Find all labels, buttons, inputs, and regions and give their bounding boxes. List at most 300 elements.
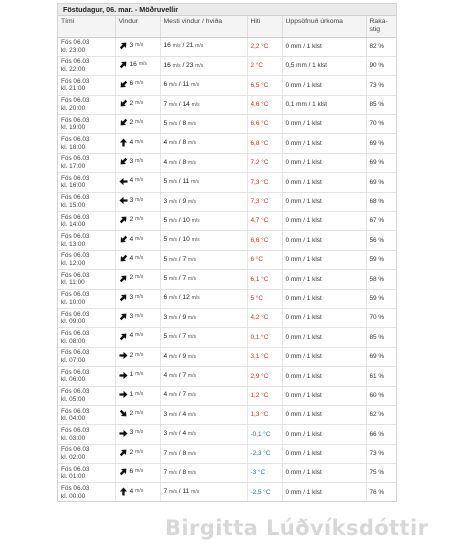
gust-cell: 3 m/s / 4 m/s	[160, 425, 247, 444]
max-gust-unit: m/s	[191, 489, 200, 496]
wind-cell	[115, 270, 160, 289]
row-time: kl. 01:00	[61, 473, 86, 481]
max-gust: 4	[182, 410, 187, 418]
row-date: Fös 06.03	[61, 194, 90, 202]
precip-cell: 0 mm / 1 klst	[282, 425, 366, 444]
table-row	[58, 153, 397, 172]
gust-cell: 16 m/s / 23 m/s	[160, 56, 247, 75]
temp-cell	[247, 192, 282, 211]
mean-wind: 7	[163, 100, 168, 108]
table-row	[58, 386, 397, 405]
max-gust: 7	[182, 255, 187, 263]
temperature: -0,1	[250, 430, 262, 438]
wind-unit: m/s	[135, 313, 144, 320]
max-gust-unit: m/s	[187, 450, 196, 457]
mean-wind: 7	[163, 468, 168, 476]
wind-cell	[115, 95, 160, 114]
mean-wind-unit: m/s	[168, 217, 178, 224]
wind-direction-arrow-icon	[119, 448, 128, 457]
time-cell	[58, 444, 115, 463]
time-cell	[58, 464, 115, 483]
max-gust: 4	[182, 430, 187, 438]
row-time: kl. 23:00	[61, 46, 86, 54]
humidity-cell: 85 %	[366, 328, 397, 347]
temperature: -2,3	[250, 450, 262, 458]
humidity-cell: 66 %	[366, 425, 397, 444]
temperature-unit: °C	[261, 411, 269, 419]
wind-speed: 6	[129, 468, 134, 476]
temperature: 3,1	[250, 353, 260, 361]
mean-wind: 4	[163, 352, 168, 360]
table-row	[58, 231, 397, 250]
wind-direction-arrow-icon	[119, 138, 128, 147]
temperature: -3	[250, 469, 257, 477]
temp-cell	[247, 134, 282, 153]
mean-wind-unit: m/s	[168, 450, 178, 457]
wind-speed: 16	[129, 60, 137, 68]
time-cell	[58, 367, 115, 386]
row-time: kl. 00:00	[61, 492, 86, 500]
table-row	[58, 76, 397, 95]
time-cell	[58, 308, 115, 327]
mean-wind-unit: m/s	[168, 489, 178, 496]
precip-cell: 0 mm / 1 klst	[282, 192, 366, 211]
row-date: Fös 06.03	[61, 310, 90, 318]
wind-speed: 2	[129, 99, 134, 107]
row-time: kl. 03:00	[61, 434, 86, 442]
precip-cell: 0 mm / 1 klst	[282, 37, 366, 56]
mean-wind: 6	[163, 81, 168, 89]
mean-wind-unit: m/s	[172, 43, 181, 50]
temperature: 1,3	[250, 411, 260, 419]
humidity-cell: 62 %	[366, 405, 397, 424]
weather-table-panel	[57, 3, 397, 502]
row-date: Fös 06.03	[61, 446, 90, 454]
temperature: 6,6	[250, 236, 260, 244]
time-cell	[58, 289, 115, 308]
max-gust-unit: m/s	[187, 198, 196, 205]
temperature: 6	[250, 256, 255, 264]
mean-wind-unit: m/s	[168, 334, 178, 341]
time-cell	[58, 56, 115, 75]
row-time: kl. 11:00	[61, 279, 85, 287]
temperature-unit: °C	[261, 236, 269, 244]
max-gust-unit: m/s	[187, 469, 196, 476]
row-date: Fös 06.03	[61, 136, 90, 144]
wind-unit: m/s	[135, 410, 144, 417]
max-gust-unit: m/s	[187, 411, 196, 418]
wind-speed: 1	[129, 390, 134, 398]
max-gust: 8	[182, 449, 187, 457]
temp-cell	[247, 483, 282, 502]
temperature: 0,1	[250, 333, 260, 341]
mean-wind-unit: m/s	[168, 295, 178, 302]
mean-wind: 7	[163, 449, 168, 457]
table-row	[58, 270, 397, 289]
row-time: kl. 20:00	[61, 104, 86, 112]
temperature-unit: °C	[261, 275, 269, 283]
gust-cell: 3 m/s / 4 m/s	[160, 405, 247, 424]
wind-cell	[115, 250, 160, 269]
wind-direction-arrow-icon	[119, 254, 128, 263]
temp-cell	[247, 405, 282, 424]
wind-direction-arrow-icon	[119, 487, 128, 496]
humidity-cell: 69 %	[366, 173, 397, 192]
wind-cell	[115, 444, 160, 463]
mean-wind-unit: m/s	[168, 101, 178, 108]
time-cell	[58, 347, 115, 366]
wind-cell	[115, 56, 160, 75]
humidity-cell: 82 %	[366, 37, 397, 56]
temperature-unit: °C	[261, 333, 269, 341]
wind-unit: m/s	[135, 177, 144, 184]
max-gust: 7	[182, 333, 187, 341]
wind-unit: m/s	[138, 60, 147, 67]
row-date: Fös 06.03	[61, 291, 90, 299]
table-header-row	[58, 16, 397, 37]
wind-unit: m/s	[135, 351, 144, 358]
header-gust[interactable]: Mesti vindur / hviða	[160, 16, 247, 37]
max-gust-unit: m/s	[191, 179, 200, 186]
mean-wind-unit: m/s	[168, 159, 178, 166]
row-time: kl. 18:00	[61, 143, 86, 151]
max-gust-unit: m/s	[191, 217, 200, 224]
time-cell	[58, 328, 115, 347]
mean-wind: 4	[163, 158, 168, 166]
header-wind[interactable]: Vindur	[115, 16, 160, 37]
mean-wind: 5	[163, 275, 168, 283]
mean-wind: 5	[163, 216, 168, 224]
header-humidity-line1: Raka-	[369, 18, 388, 25]
wind-cell	[115, 192, 160, 211]
wind-direction-arrow-icon	[119, 215, 128, 224]
temperature-unit: °C	[263, 430, 271, 438]
wind-cell	[115, 483, 160, 502]
time-cell	[58, 76, 115, 95]
max-gust-unit: m/s	[187, 392, 196, 399]
table-row	[58, 37, 397, 56]
wind-cell	[115, 153, 160, 172]
row-time: kl. 04:00	[61, 415, 86, 423]
wind-direction-arrow-icon	[119, 118, 128, 127]
wind-speed: 2	[129, 216, 134, 224]
wind-speed: 3	[129, 41, 134, 49]
temperature: 6,5	[250, 81, 260, 89]
header-humidity[interactable]	[366, 16, 397, 37]
row-date: Fös 06.03	[61, 39, 90, 47]
max-gust: 23	[186, 61, 194, 69]
header-temp[interactable]: Hiti	[247, 16, 282, 37]
time-cell	[58, 270, 115, 289]
row-time: kl. 09:00	[61, 318, 86, 326]
wind-cell	[115, 464, 160, 483]
max-gust: 14	[182, 100, 190, 108]
precip-cell: 0 mm / 1 klst	[282, 76, 366, 95]
wind-speed: 2	[129, 448, 134, 456]
temp-cell	[247, 173, 282, 192]
mean-wind: 5	[163, 178, 168, 186]
mean-wind-unit: m/s	[168, 431, 178, 438]
mean-wind-unit: m/s	[168, 237, 178, 244]
max-gust: 11	[182, 81, 190, 89]
temperature-unit: °C	[261, 101, 269, 109]
max-gust-unit: m/s	[195, 43, 204, 50]
humidity-cell: 58 %	[366, 270, 397, 289]
temperature: 6,1	[250, 275, 260, 283]
wind-unit: m/s	[135, 332, 144, 339]
temperature-unit: °C	[261, 81, 269, 89]
gust-cell: 5 m/s / 8 m/s	[160, 115, 247, 134]
table-row	[58, 56, 397, 75]
header-precip[interactable]: Uppsöfnuð úrkoma	[282, 16, 366, 37]
wind-speed: 4	[129, 487, 134, 495]
max-gust-unit: m/s	[187, 334, 196, 341]
gust-cell: 16 m/s / 21 m/s	[160, 37, 247, 56]
precip-cell: 0 mm / 1 klst	[282, 115, 366, 134]
temp-cell	[247, 444, 282, 463]
precip-cell: 0 mm / 1 klst	[282, 367, 366, 386]
wind-direction-arrow-icon	[119, 235, 128, 244]
wind-speed: 2	[129, 351, 134, 359]
wind-unit: m/s	[135, 216, 144, 223]
gust-cell: 5 m/s / 10 m/s	[160, 231, 247, 250]
max-gust-unit: m/s	[187, 140, 196, 147]
wind-direction-arrow-icon	[119, 177, 128, 186]
wind-cell	[115, 115, 160, 134]
wind-direction-arrow-icon	[119, 409, 128, 418]
max-gust: 12	[182, 294, 190, 302]
row-time: kl. 21:00	[61, 85, 86, 93]
wind-direction-arrow-icon	[119, 99, 128, 108]
mean-wind: 5	[163, 333, 168, 341]
temperature-unit: °C	[255, 62, 264, 70]
wind-unit: m/s	[135, 468, 144, 475]
wind-speed: 6	[129, 80, 134, 88]
mean-wind: 16	[163, 61, 171, 69]
wind-direction-arrow-icon	[119, 312, 128, 321]
row-date: Fös 06.03	[61, 233, 90, 240]
header-time[interactable]: Tími	[58, 16, 115, 37]
row-date: Fös 06.03	[61, 388, 90, 396]
wind-speed: 3	[129, 157, 134, 165]
gust-cell: 5 m/s / 7 m/s	[160, 250, 247, 269]
humidity-cell: 68 %	[366, 192, 397, 211]
wind-unit: m/s	[135, 371, 144, 378]
row-time: kl. 06:00	[61, 376, 86, 384]
max-gust: 7	[182, 372, 187, 380]
gust-cell: 3 m/s / 9 m/s	[160, 192, 247, 211]
temp-cell	[247, 56, 282, 75]
max-gust: 11	[182, 178, 190, 186]
table-row	[58, 134, 397, 153]
max-gust: 10	[182, 236, 190, 244]
wind-direction-arrow-icon	[119, 157, 128, 166]
humidity-cell: 85 %	[366, 95, 397, 114]
row-date: Fös 06.03	[61, 349, 90, 357]
mean-wind: 7	[163, 488, 168, 496]
max-gust-unit: m/s	[187, 373, 196, 380]
row-time: kl. 17:00	[61, 163, 86, 171]
time-cell	[58, 115, 115, 134]
max-gust: 10	[182, 216, 190, 224]
max-gust: 11	[182, 488, 190, 496]
row-date: Fös 06.03	[61, 368, 90, 376]
humidity-cell: 76 %	[366, 483, 397, 502]
mean-wind-unit: m/s	[168, 373, 178, 380]
temperature-unit: °C	[261, 391, 269, 399]
temperature: 2,9	[250, 372, 260, 380]
mean-wind: 3	[163, 410, 168, 418]
gust-cell: 6 m/s / 11 m/s	[160, 76, 247, 95]
photographer-watermark: Birgitta Lúðvíksdóttir	[165, 516, 429, 540]
wind-cell	[115, 37, 160, 56]
max-gust-unit: m/s	[191, 82, 200, 89]
temp-cell	[247, 95, 282, 114]
max-gust-unit: m/s	[187, 314, 196, 321]
temperature: 6,6	[250, 120, 260, 128]
temp-cell	[247, 367, 282, 386]
wind-speed: 3	[129, 313, 134, 321]
gust-cell: 7 m/s / 8 m/s	[160, 444, 247, 463]
max-gust: 8	[182, 139, 187, 147]
mean-wind-unit: m/s	[168, 314, 178, 321]
wind-cell	[115, 328, 160, 347]
temperature-unit: °C	[261, 159, 269, 167]
humidity-cell: 59 %	[366, 250, 397, 269]
row-date: Fös 06.03	[61, 97, 90, 105]
max-gust-unit: m/s	[187, 431, 196, 438]
temperature: 6,8	[250, 139, 260, 147]
table-row	[58, 115, 397, 134]
humidity-cell: 69 %	[366, 134, 397, 153]
max-gust: 9	[182, 313, 187, 321]
row-date: Fös 06.03	[61, 116, 90, 124]
temp-cell	[247, 386, 282, 405]
wind-cell	[115, 231, 160, 250]
mean-wind: 3	[163, 313, 168, 321]
wind-cell	[115, 76, 160, 95]
wind-direction-arrow-icon	[119, 196, 128, 205]
mean-wind: 5	[163, 236, 168, 244]
mean-wind-unit: m/s	[168, 411, 178, 418]
max-gust-unit: m/s	[187, 276, 196, 283]
temperature-unit: °C	[255, 256, 264, 264]
temperature-unit: °C	[263, 488, 271, 496]
mean-wind-unit: m/s	[168, 120, 178, 127]
precip-cell: 0 mm / 1 klst	[282, 347, 366, 366]
mean-wind: 16	[163, 42, 171, 50]
wind-speed: 4	[129, 332, 134, 340]
temperature-unit: °C	[263, 450, 271, 458]
precip-cell: 0 mm / 1 klst	[282, 250, 366, 269]
temperature-unit: °C	[261, 120, 269, 128]
temperature-unit: °C	[257, 469, 266, 477]
wind-unit: m/s	[135, 254, 144, 261]
table-title: Föstudagur, 06. mar. - Möðruvellir	[58, 4, 396, 16]
wind-unit: m/s	[135, 119, 144, 126]
temp-cell	[247, 425, 282, 444]
precip-cell: 0 mm / 1 klst	[282, 464, 366, 483]
table-row	[58, 347, 397, 366]
temperature-unit: °C	[261, 353, 269, 361]
temperature: 2,2	[250, 42, 260, 50]
temperature: 4,7	[250, 217, 260, 225]
max-gust: 7	[182, 275, 187, 283]
precip-cell: 0 mm / 1 klst	[282, 212, 366, 231]
wind-speed: 3	[129, 429, 134, 437]
row-date: Fös 06.03	[61, 271, 90, 279]
temperature: 4,2	[250, 314, 260, 322]
mean-wind: 4	[163, 139, 168, 147]
wind-speed: 4	[129, 177, 134, 185]
precip-cell: 0 mm / 1 klst	[282, 173, 366, 192]
wind-cell	[115, 212, 160, 231]
humidity-cell: 56 %	[366, 231, 397, 250]
temperature: 7,2	[250, 159, 260, 167]
gust-cell: 7 m/s / 11 m/s	[160, 483, 247, 502]
temperature-unit: °C	[261, 198, 269, 206]
header-humidity-line2: stig	[369, 26, 381, 33]
wind-direction-arrow-icon	[119, 60, 128, 69]
max-gust: 9	[182, 352, 187, 360]
row-date: Fös 06.03	[61, 465, 90, 473]
wind-direction-arrow-icon	[119, 351, 128, 360]
table-row	[58, 95, 397, 114]
wind-cell	[115, 308, 160, 327]
temperature: 1,2	[250, 391, 260, 399]
humidity-cell: 75 %	[366, 464, 397, 483]
max-gust-unit: m/s	[187, 353, 196, 360]
time-cell	[58, 483, 115, 502]
table-row	[58, 212, 397, 231]
temperature-unit: °C	[261, 314, 269, 322]
max-gust: 8	[182, 468, 187, 476]
temp-cell	[247, 76, 282, 95]
max-gust-unit: m/s	[187, 256, 196, 263]
time-cell	[58, 153, 115, 172]
row-time: kl. 02:00	[61, 453, 86, 461]
humidity-cell: 73 %	[366, 444, 397, 463]
mean-wind-unit: m/s	[168, 256, 178, 263]
temperature: -2,5	[250, 488, 262, 496]
wind-unit: m/s	[135, 138, 144, 145]
table-row	[58, 192, 397, 211]
precip-cell: 0 mm / 1 klst	[282, 444, 366, 463]
precip-cell: 0 mm / 1 klst	[282, 153, 366, 172]
wind-cell	[115, 134, 160, 153]
mean-wind-unit: m/s	[172, 62, 181, 69]
row-date: Fös 06.03	[61, 252, 90, 260]
temperature: 2	[250, 62, 255, 70]
gust-cell: 5 m/s / 7 m/s	[160, 328, 247, 347]
temperature: 4,6	[250, 101, 260, 109]
wind-direction-arrow-icon	[119, 274, 128, 283]
wind-direction-arrow-icon	[119, 80, 128, 89]
temp-cell	[247, 153, 282, 172]
time-cell	[58, 95, 115, 114]
precip-cell: 0 mm / 1 klst	[282, 134, 366, 153]
temp-cell	[247, 212, 282, 231]
row-date: Fös 06.03	[61, 58, 90, 66]
wind-cell	[115, 386, 160, 405]
wind-cell	[115, 347, 160, 366]
precip-cell: 0,1 mm / 1 klst	[282, 95, 366, 114]
row-date: Fös 06.03	[61, 213, 90, 221]
max-gust: 9	[182, 197, 187, 205]
temp-cell	[247, 250, 282, 269]
humidity-cell: 90 %	[366, 56, 397, 75]
table-row	[58, 483, 397, 502]
